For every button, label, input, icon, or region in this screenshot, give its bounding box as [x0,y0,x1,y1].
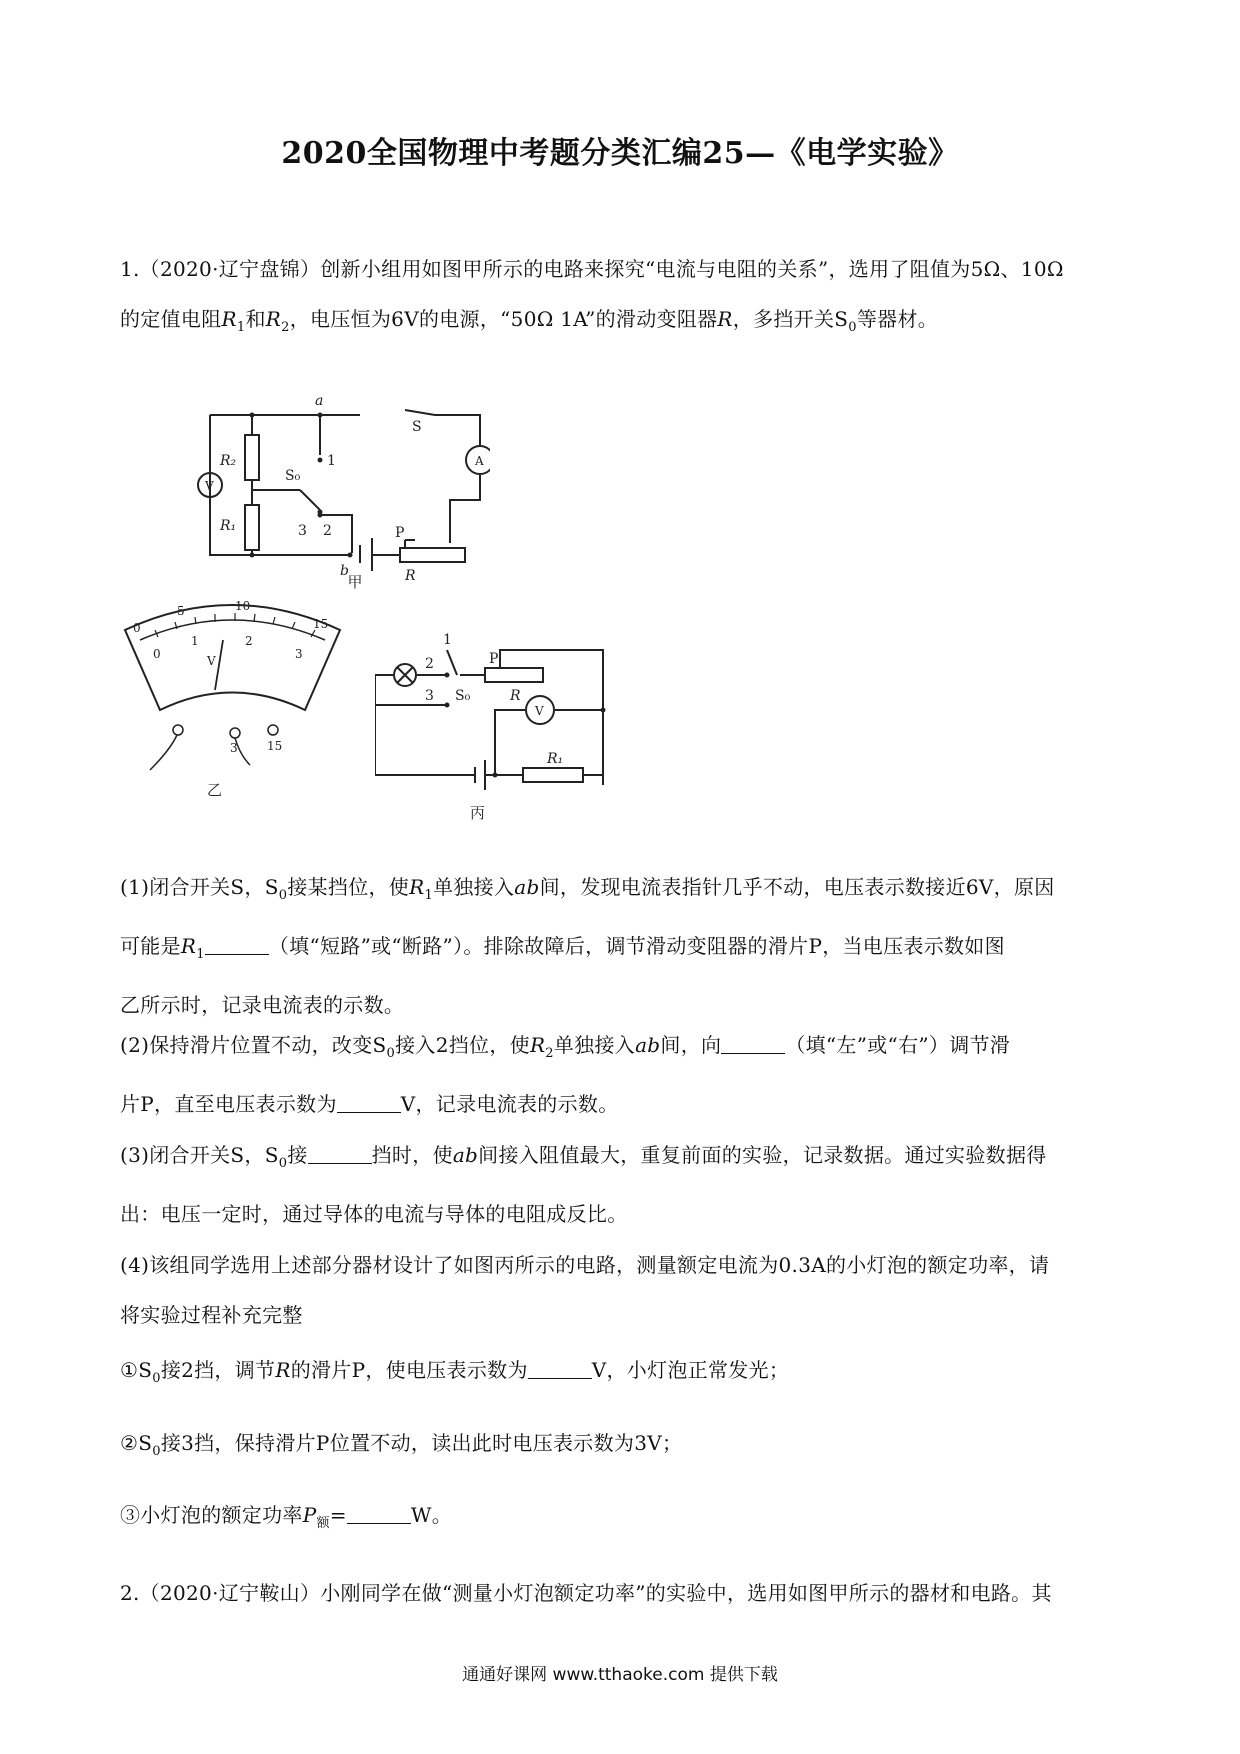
scale-bottom-0: 0 [153,647,161,661]
label-a: a [315,393,324,409]
label-r2: R₂ [220,453,237,469]
dial-unit: V [207,654,216,668]
label-pos-3: 3 [298,523,307,539]
page-title: 2020全国物理中考题分类汇编25—《电学实验》 [281,136,959,171]
q2-intro: 2.（2020·辽宁鞍山）小刚同学在做“测量小灯泡额定功率”的实验中，选用如图甲所示的器材和电路。其 [120,1581,1052,1605]
scale-zero-top: 0 [133,621,141,635]
label-s: S [412,419,422,435]
scale-bottom-2: 2 [245,634,253,648]
answer-blank-2[interactable] [721,1031,785,1054]
label-s0: S₀ [285,468,301,484]
label-pos-2: 2 [425,656,434,672]
voltmeter-figure-yi [115,600,350,800]
scale-top-5: 5 [177,604,185,618]
label-pos-2: 2 [323,523,332,539]
q1-part1: (1)闭合开关S，$S_0$接某挡位，使$R_1$单独接入ab间，发现电流表指针几乎不动，电压表示数接近6V，原因 可能是$R_1$ （填“短路”或“断路”）。排除故障后，调节滑动变阻器的滑片P，当电压表示数如图 乙所示时，记录电流表的示数。 [120,875,1055,1017]
scale-top-10: 10 [235,600,251,613]
q1-step2: $②S_0$接3挡，保持滑片P位置不动，读出此时电压表示数为3V； [120,1431,683,1459]
label-r1: R₁ [220,518,237,534]
scale-top-15: 15 [313,617,329,631]
label-s0: S₀ [455,688,471,704]
terminal-15: 15 [267,739,283,753]
answer-blank-1[interactable] [205,932,269,955]
caption-bing: 丙 [470,804,486,820]
q1-part3: (3)闭合开关S，$S_0$接 挡时，使ab间接入阻值最大，重复前面的实验，记录数据。通过实验数据得 出：电压一定时，通过导体的电流与导体的电阻成反比。 [120,1143,1047,1226]
answer-blank-4[interactable] [308,1141,372,1164]
label-pos-1: 1 [443,632,452,648]
label-ammeter: A [475,454,484,468]
label-voltmeter: V [205,479,214,493]
label-p: P [489,651,499,667]
label-pos-3: 3 [425,688,434,704]
scale-bottom-3: 3 [295,647,303,661]
q1-step1: $①S_0$接2挡，调节R的滑片P，使电压表示数为 V，小灯泡正常发光； [120,1358,790,1386]
label-r1: R₁ [547,751,564,767]
caption-yi: 乙 [207,781,223,799]
answer-blank-5[interactable] [528,1356,592,1379]
label-p: P [395,525,405,541]
label-pos-1: 1 [327,453,336,469]
label-r: R [510,688,521,704]
label-voltmeter: V [535,704,544,718]
q1-line2: 的定值电阻$R_1$和$R_2$，电压恒为6V的电源，“50Ω 1A”的滑动变阻器R，多挡开关$S_0$等器材。 [120,307,939,335]
q1-line1: 1.（2020·辽宁盘锦）创新小组用如图甲所示的电路来探究“电流与电阻的关系”，选用了阻值为5Ω、10Ω [120,257,1064,281]
label-r: R [405,568,416,584]
q1-part2: (2)保持滑片位置不动，改变$S_0$接入2挡位，使$R_2$单独接入ab间，向 （填“左”或“右”）调节滑 片P，直至电压表示数为 V，记录电流表的示数。 [120,1033,1011,1116]
q1-part4: (4)该组同学选用上述部分器材设计了如图丙所示的电路，测量额定电流为0.3A的小灯泡的额定功率，请 将实验过程补充完整 [120,1253,1050,1327]
scale-bottom-1: 1 [191,634,199,648]
caption-jia: 甲 [347,573,363,590]
q1-step3: ③小灯泡的额定功率$P_额= W$。 [120,1503,453,1531]
circuit-figure-jia [190,385,490,590]
terminal-3: 3 [230,741,238,755]
circuit-figure-bing [375,630,675,820]
answer-blank-6[interactable] [347,1501,411,1524]
q1-intro [120,244,1130,353]
page-footer: 通通好课网 www.tthaoke.com 提供下载 [462,1665,778,1685]
answer-blank-3[interactable] [337,1090,401,1113]
label-b: b [340,563,349,579]
